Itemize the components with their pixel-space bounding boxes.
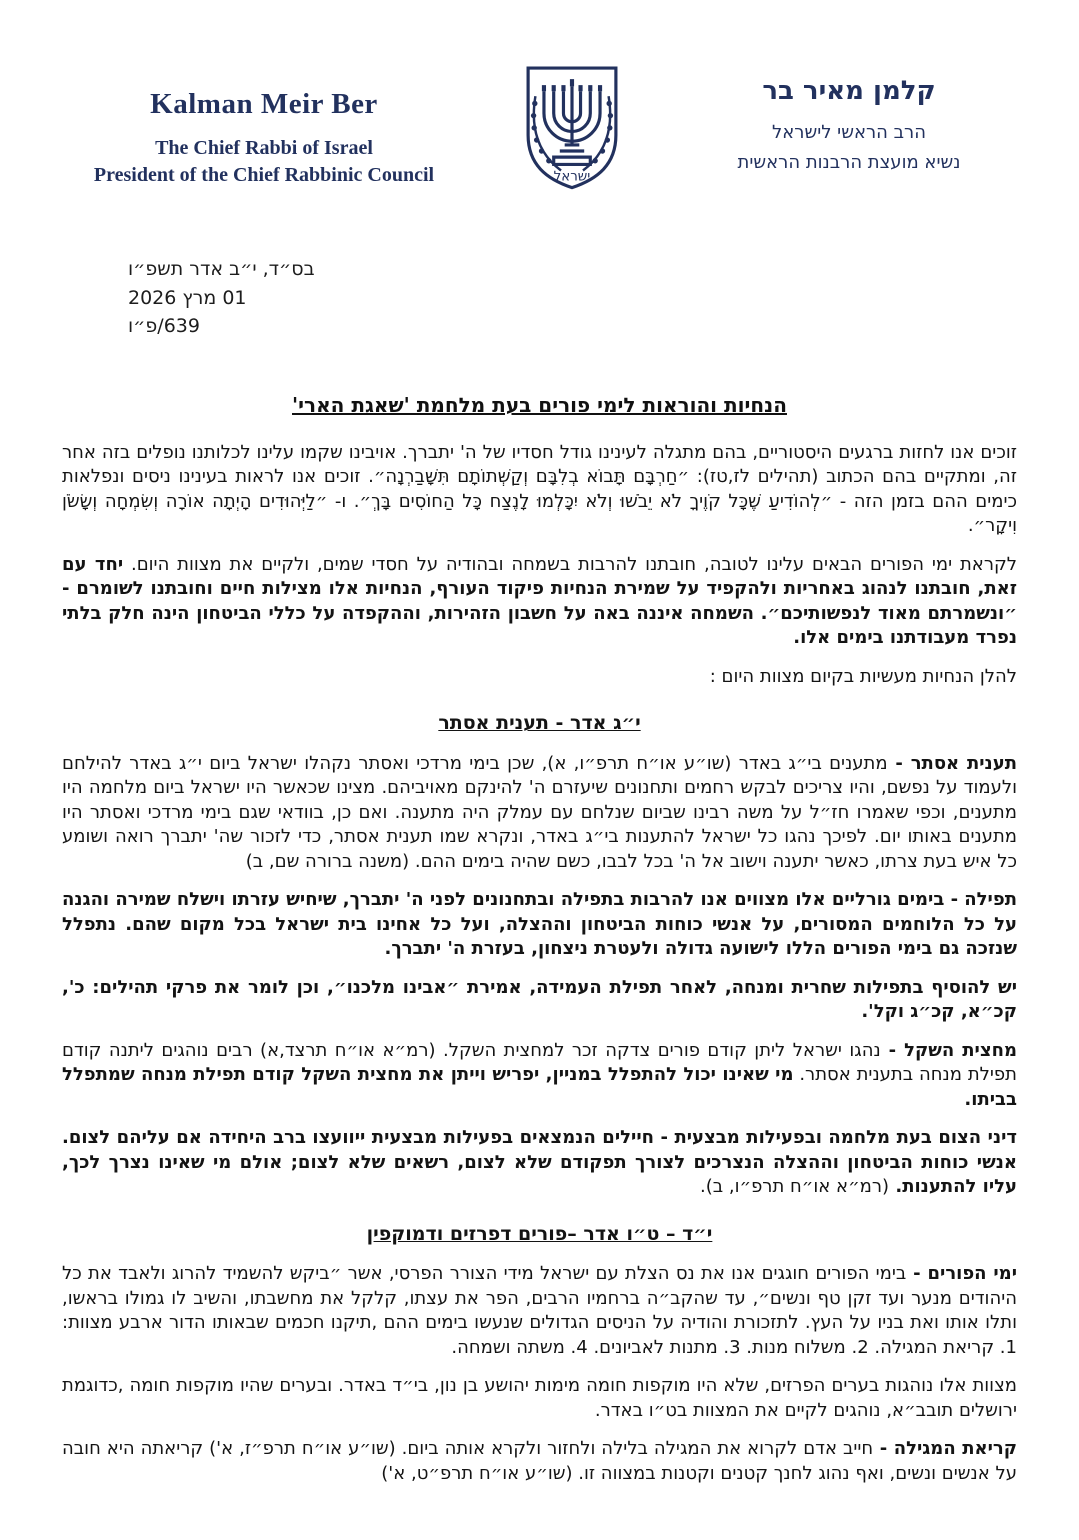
hebrew-date-line: בס״ד, י״ב אדר תשפ״ו — [128, 258, 315, 280]
bold-text: י״ד – ט״ו אדר –פורים דפרזים ודמוקפין — [366, 1222, 713, 1245]
bold-text: קריאת המגילה - — [873, 1438, 1017, 1459]
body-text: מתענים בי״ג באדר (שו״ע או״ח תרפ״ו, א), שכן בימי מרדכי ואסתר נקהלו ישראל ביום י״ג באדר להילחם ולעמוד על נפשם, והיו צריכים לבקש רחמים ותחנונים שיעזרם ה' להינקם מאויביהם. מצינו שכאשר היו ישראל ביום מלחמה היו מתענים, וכפי שאמרו חז״ל על משה רבינו שביום שנלחם עם עמלק היה מתענה. ואם כן, בוודאי שגם בימי מרדכי ואסתר היו מתענים באותו יום. לפיכך נהגו כל ישראל להתענות בי״ג באדר, ונקרא שמו תענית אסתר, כדי לזכור שה' יתברך רואה ושומע כל איש בעת צרתו, כאשר יתענה וישוב אל ה' בכל לבבו, כשם שהיה בימים ההם. (משנה ברורה שם, ב) — [62, 752, 1017, 872]
document-title: הנחיות והוראות לימי פורים בעת מלחמת 'שאגת הארי' — [292, 392, 787, 417]
para-fast-rules — [62, 1126, 1017, 1200]
date-block — [128, 255, 398, 341]
para-machatzit-hashekel — [62, 1039, 1017, 1113]
bold-text: ימי הפורים - — [906, 1263, 1017, 1284]
body-text: חייב אדם לקרוא את המגילה בלילה ולחזור ולקרא אותה ביום. (שו״ע או״ח תרפ״ז, א') קריאתה היא חובה על אנשים ונשים, ואף נהוג לחנך קטנים וקטנות במצווה זו. (שו״ע או״ח תרפ״ט, א') — [62, 1438, 1017, 1484]
heading-taanit-esther — [62, 711, 1017, 736]
bold-text: תפילה - בימים גורליים אלו מצווים אנו להרבות בתפילה ובתחנונים לפני ה' יתברך, שיחיש עזרתו וישלח שמירה והגנה על כל הלוחמים המסורים, על אנשי כוחות הביטחון וההצלה, ועל כל אחינו בית ישראל בכל מקום שהם. נתפלל שנזכה גם בימי הפורים הללו לישועה גדולה ולעטרת ניצחון, בעזרת ה' יתברך. — [62, 889, 1017, 959]
bold-text: תענית אסתר - — [887, 752, 1018, 774]
body-text: להלן הנחיות מעשיות בקיום מצוות היום : — [709, 665, 1017, 687]
body-text: לקראת ימי הפורים הבאים עלינו לטובה, חובתנו להרבות בשמחה ובהודיה על חסדי שמים, ולקיים את מצוות היום. — [123, 553, 1018, 575]
bold-text: י״ג אדר - תענית אסתר — [438, 712, 641, 734]
bold-text: מי שאינו יכול להתפלל במניין, יפריש וייתן את מחצית השקל קודם תפילת מנחה שמתפלל בביתו. — [62, 1064, 1017, 1110]
rabbi-title-hebrew-1: הרב הראשי לישראל — [772, 122, 926, 143]
para-megillah-reading — [62, 1437, 1017, 1486]
bold-text: יחד עם זאת, חובתנו לנהוג באחריות ולהקפיד על שמירת הנחיות פיקוד העורף, הנחיות אלו מצילות חיים וחובתנו לשומרם - ״ונשמרתם מאוד לנפשותיכם״. השמחה איננה באה על חשבון הזהירות, וההקפדה על כללי הביטחון הינה חלק בלתי נפרד מעבודתנו בימים אלו. — [62, 553, 1017, 648]
body-text: זוכים אנו לחזות ברגעים היסטוריים, בהם מתגלה לעינינו גודל חסדיו של ה' יתברך. אויבינו שקמו עלינו לכלותנו נופלים בזה אחר זה, ומתקיים בהם הכתוב (תהילים לז,טז): ״חַרְבָּם תָּבוֹא בְלִבָּם וְקַשְּׁתוֹתָם תִּשָּׁבַרְנָה״. זוכים אנו לראות בעינינו ניסים ונפלאות כימים ההם בזמן הזה - ״לְהוֹדִיעַ שֶׁכָּל קֹוֶיךָ לֹא יֵבֹשׁוּ וְלֹא יִכָּלְמוּ לָנֶצַח כָּל הַחוֹסִים בָּךְ״. ו- ״לַיְּהוּדִים הָיְתָה אוֹרָה וְשִׂמְחָה וְשָׂשֹׂן וִיקָר״. — [62, 441, 1017, 536]
rabbi-title-hebrew-2: נשיא מועצת הרבנות הראשית — [737, 151, 961, 173]
safety-paragraph — [62, 553, 1017, 651]
gregorian-date-line: 01 מרץ 2026 — [128, 286, 247, 309]
opening-paragraph — [62, 441, 1017, 539]
bold-text: יש להוסיף בתפילות שחרית ומנחה, לאחר תפילת העמידה, אמירת ״אבינו מלכנו״, וכן לומר את פרקי תהילים: כ', קכ״א, קכ״ג וקל'. — [62, 976, 1017, 1022]
para-avinu-malkenu — [62, 976, 1017, 1025]
letterhead — [62, 58, 1017, 205]
para-purim-days — [62, 1262, 1017, 1360]
letterhead-english — [84, 88, 444, 189]
reference-number: 639/פ״ו — [128, 315, 200, 337]
para-tefillah — [62, 888, 1017, 962]
rabbi-title-english-2: President of the Chief Rabbinic Council — [93, 164, 435, 186]
bold-text: מחצית השקל - — [880, 1039, 1017, 1061]
rabbi-name-hebrew: קלמן מאיר בר — [762, 76, 936, 106]
body-text: בימי הפורים חוגגים אנו את נס הצלת עם ישראל מידי הצורר הפרסי, אשר ״ביקש להשמיד להרוג ולאבד את כל היהודים מנער ועד זקן טף ונשים״, עד שהקב״ה ברחמיו הרבים, הפר את עצתו, קלקל את מחשבתו, והשיב לו גמולו בראשו, ותלו אותו ואת בניו על העץ. לתזכורת והודיה על הניסים הגדולים שנעשו בימים ההם ,תיקנו חכמים שבאותו הדור ארבע מצוות: 1. קריאת המגילה. 2. משלוח מנות. 3. מתנות לאביונים. 4. משתה ושמחה. — [62, 1263, 1017, 1358]
document-body — [62, 441, 1017, 1487]
rabbi-title-english-1: The Chief Rabbi of Israel — [155, 137, 373, 159]
body-text: (רמ״א או״ח תרפ״ו, ב). — [699, 1176, 890, 1197]
intro-line — [62, 665, 1017, 690]
para-taanit-esther — [62, 752, 1017, 875]
para-cities — [62, 1374, 1017, 1423]
bold-text: דיני הצום בעת מלחמה ובפעילות מבצעית - חיילים הנמצאים בפעילות מבצעית ייוועצו ברב היחידה אם עליהם לצום. אנשי כוחות הביטחון וההצלה הנצרכים לצורך תפקודם שלא לצום, רשאים שלא לצום; אולם מי שאינו נצרך לכך, עליו להתענות. — [62, 1127, 1017, 1197]
rabbi-name-english: Kalman Meir Ber — [150, 88, 378, 120]
emblem-label: ישראל — [553, 169, 590, 185]
body-text: נהגו ישראל ליתן קודם פורים צדקה זכר למחצית השקל. (רמ״א או״ח תרצד,א) רבים נוהגים ליתנה קודם תפילת מנחה בתענית אסתר. — [62, 1039, 1017, 1085]
letterhead-hebrew — [699, 76, 999, 177]
body-text: מצוות אלו נוהגות בערים הפרזים, שלא היו מוקפות חומה מימות יהושע בן נון, בי״ד באדר. ובערים שהיו מוקפות חומה ,כדוגמת ירושלים תובב״א, נוהגים לקיים את המצוות בט״ו באדר. — [62, 1375, 1017, 1421]
israel-state-emblem-icon — [517, 62, 627, 205]
heading-purim-days — [62, 1222, 1017, 1247]
